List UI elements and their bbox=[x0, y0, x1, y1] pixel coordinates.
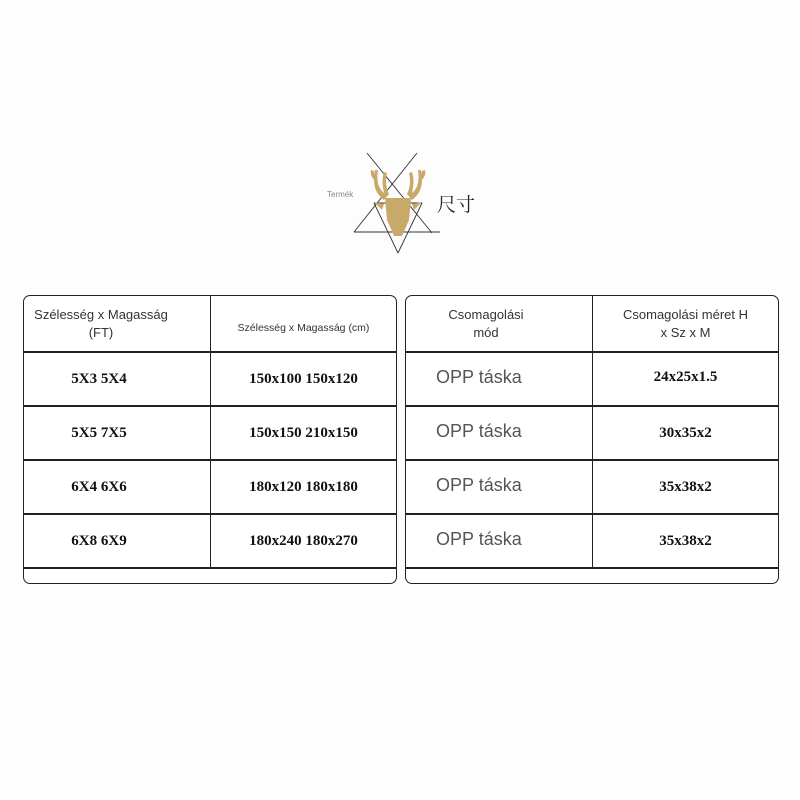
table-cell-size: 35x38x2 bbox=[659, 532, 712, 549]
table-cell-mode: OPP táska bbox=[436, 474, 522, 495]
header-width-height-ft: Szélesség x Magasság (FT) bbox=[34, 306, 168, 340]
row-divider bbox=[406, 567, 778, 569]
table-cell-cm: 180x120 180x180 bbox=[249, 478, 358, 495]
table-cell-cm: 150x150 210x150 bbox=[249, 424, 358, 441]
table-cell-mode: OPP táska bbox=[436, 420, 522, 441]
brand-logo bbox=[322, 148, 482, 258]
logo-right-text: 尺寸 bbox=[437, 194, 476, 216]
table-cell-size: 30x35x2 bbox=[659, 424, 712, 441]
table-cell-size: 35x38x2 bbox=[659, 478, 712, 495]
table-cell-ft: 6X8 6X9 bbox=[71, 532, 127, 549]
table-cell-size: 24x25x1.5 bbox=[653, 368, 718, 385]
table-cell-ft: 6X4 6X6 bbox=[71, 478, 127, 495]
table-cell-mode: OPP táska bbox=[436, 528, 522, 549]
table-cell-ft: 5X3 5X4 bbox=[71, 370, 127, 387]
table-cell-cm: 180x240 180x270 bbox=[249, 532, 358, 549]
header-package-mode: Csomagolási mód bbox=[448, 306, 524, 340]
table-cell-ft: 5X5 7X5 bbox=[71, 424, 127, 441]
package-table bbox=[405, 295, 779, 584]
size-table bbox=[23, 295, 397, 584]
logo-left-text: Termék bbox=[327, 190, 354, 199]
header-package-size: Csomagolási méret H x Sz x M bbox=[623, 306, 748, 340]
row-divider bbox=[24, 567, 396, 569]
table-cell-cm: 150x100 150x120 bbox=[249, 370, 358, 387]
table-cell-mode: OPP táska bbox=[436, 366, 522, 387]
header-width-height-cm: Szélesség x Magasság (cm) bbox=[237, 322, 370, 335]
